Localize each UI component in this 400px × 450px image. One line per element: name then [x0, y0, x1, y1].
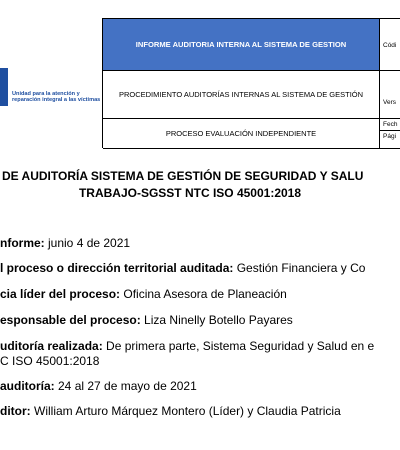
report-title-cell: INFORME AUDITORIA INTERNA AL SISTEMA DE GESTION — [103, 19, 380, 70]
header-table — [102, 18, 400, 148]
field-value: Gestión Financiera y Co — [233, 261, 366, 275]
field-value: William Arturo Márquez Montero (Líder) y Claudia Patricia — [30, 404, 341, 418]
title-line-1: DE AUDITORÍA SISTEMA DE GESTIÓN DE SEGURIDAD Y SALU — [2, 169, 364, 183]
version-label: Vers — [383, 99, 397, 106]
date-page-stack — [380, 119, 400, 148]
field-label: esponsable del proceso: — [0, 313, 141, 327]
procedure-cell: PROCEDIMIENTO AUDITORÍAS INTERNAS AL SISTEMA DE GESTIÓN — [103, 71, 380, 118]
process-cell: PROCESO EVALUACIÓN INDEPENDIENTE — [103, 119, 380, 148]
logo — [0, 18, 102, 152]
field-value: Oficina Asesora de Planeación — [120, 287, 287, 301]
field-label: uditoría realizada: — [0, 339, 103, 353]
date-label: Fech — [380, 119, 400, 131]
field-value: Liza Ninelly Botello Payares — [140, 313, 293, 327]
field-lead-office — [0, 287, 287, 301]
logo-stripe — [0, 68, 8, 106]
field-audit-type — [0, 339, 374, 353]
field-label: auditoría: — [0, 379, 55, 393]
field-audit-type-continued: C ISO 45001:2018 — [0, 354, 100, 368]
code-label: Códi — [383, 42, 397, 49]
field-label: cia líder del proceso: — [0, 287, 121, 301]
logo-text: Unidad para la atención y reparación integral a las víctimas — [12, 91, 101, 104]
title-line-2: TRABAJO-SGSST NTC ISO 45001:2018 — [78, 186, 302, 200]
document-header — [0, 0, 400, 152]
header-row-process — [103, 119, 400, 149]
field-audited-process — [0, 261, 365, 275]
field-label: l proceso o dirección territorial auditada: — [0, 261, 234, 275]
field-report-date — [0, 236, 130, 250]
header-row-title — [103, 19, 400, 71]
field-audit-dates — [0, 379, 197, 393]
field-value: 24 al 27 de mayo de 2021 — [54, 379, 197, 393]
field-value: De primera parte, Sistema Seguridad y Salud en e — [102, 339, 375, 353]
field-process-owner — [0, 313, 293, 327]
field-label: nforme: — [0, 236, 45, 250]
field-value: junio 4 de 2021 — [44, 236, 131, 250]
field-auditor — [0, 404, 341, 418]
header-row-procedure — [103, 71, 400, 119]
field-label: ditor: — [0, 404, 31, 418]
page-label: Pági — [383, 133, 397, 140]
